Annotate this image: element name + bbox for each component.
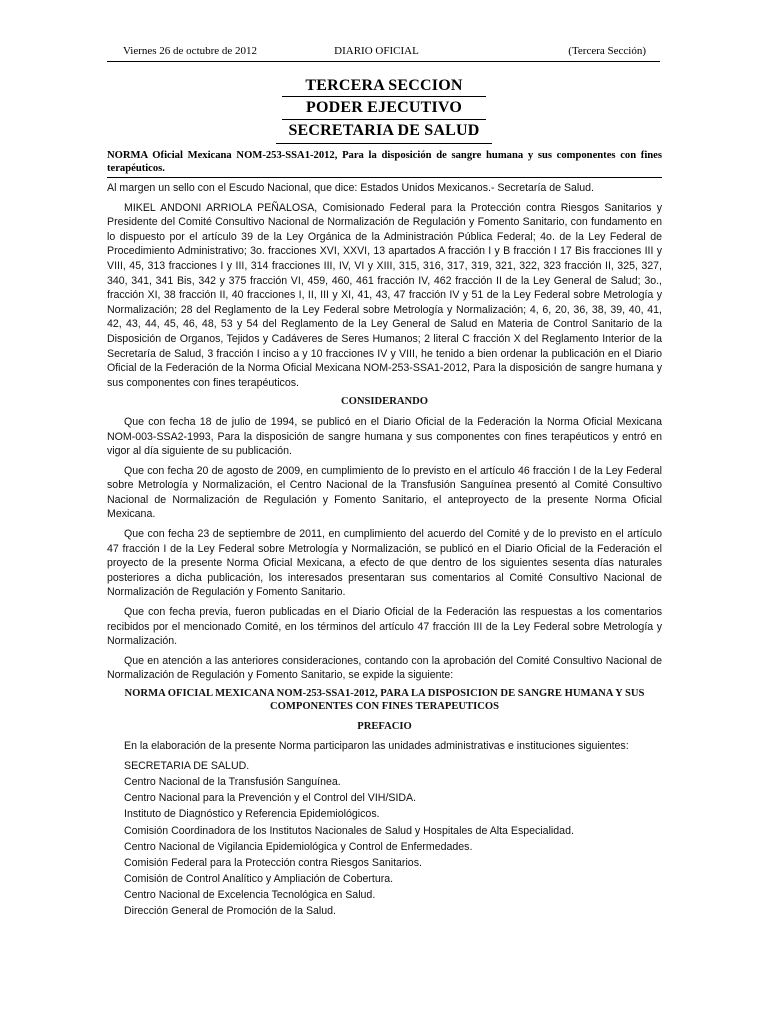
branch-heading: PODER EJECUTIVO: [305, 99, 463, 116]
considerando-paragraph: Que con fecha 20 de agosto de 2009, en cumplimiento de lo previsto en el artículo 46 fracción I de la Ley Federal sobre Metrología y Normalización, el Centro Nacional de la Transfusión Sanguínea presentó al Comité Consultivo Nacional de Normalización de Regulación y Fomento Sanitario, el anteproyecto de la presente Norma Oficial Mexicana.: [107, 464, 662, 521]
prefacio-intro: En la elaboración de la presente Norma participaron las unidades administrativas e instituciones siguientes:: [124, 740, 629, 753]
considerando-heading: CONSIDERANDO: [340, 396, 429, 408]
heading-rule: [282, 96, 486, 97]
section-heading: TERCERA SECCION: [305, 77, 463, 94]
header-publication: DIARIO OFICIAL: [334, 45, 419, 57]
header-rule: [107, 61, 660, 62]
ministry-heading: SECRETARIA DE SALUD: [288, 122, 480, 139]
considerando-paragraph: Que en atención a las anteriores consideraciones, contando con la aprobación del Comité Consultivo Nacional de Normalización de Regulación y Fomento Sanitario, se expide la siguiente:: [107, 654, 662, 682]
heading-rule: [276, 143, 492, 144]
institution-list: [107, 759, 662, 919]
list-item: Dirección General de Promoción de la Salud.: [124, 905, 336, 918]
prefacio-heading: PREFACIO: [357, 720, 412, 732]
seal-text: Al margen un sello con el Escudo Nacional, que dice: Estados Unidos Mexicanos.- Secretaría de Salud.: [107, 182, 594, 194]
running-header: [107, 45, 646, 61]
list-item: Centro Nacional de la Transfusión Sanguínea.: [124, 775, 341, 788]
header-section: (Tercera Sección): [568, 45, 646, 57]
list-item: Centro Nacional de Excelencia Tecnológica en Salud.: [124, 889, 376, 902]
list-item: Comisión Federal para la Protección contra Riesgos Sanitarios.: [124, 856, 422, 869]
heading-rule: [282, 119, 486, 120]
list-item: Comisión Coordinadora de los Institutos Nacionales de Salud y Hospitales de Alta Especialidad.: [124, 824, 574, 837]
intro-paragraph: MIKEL ANDONI ARRIOLA PEÑALOSA, Comisionado Federal para la Protección contra Riesgos Sanitarios y Presidente del Comité Consultivo Nacional de Normalización de Regulación y Fomento Sanitario, con fundamento en lo dispuesto por el artículo 39 de la Ley Orgánica de la Administración Pública Federal; 4o. de la Ley Federal de Procedimiento Administrativo; 3o. fracciones XVI, XXVI, 13 apartados A fracción I y B fracción I 17 Bis fracciones III y VIII, 45, 313 fracciones I y III, 314 fracciones III, IV, VI y XIII, 315, 316, 317, 319, 321, 322, 323 fracción II, 325, 327, 340, 341, 341 Bis, 342 y 375 fracción VI, 459, 460, 461 fracción IV, 462 fracción II de la Ley General de Salud; 3o., fracción XI, 38 fracción II, 40 fracciones I, II, III y XI, 41, 43, 47 fracción IV y 51 de la Ley Federal sobre Metrología y Normalización; 28 del Reglamento de la Ley Federal sobre Metrología y Normalización; 4, 6, 20, 36, 38, 39, 40, 41, 42, 43, 44, 45, 46, 48, 53 y 54 del Reglamento de la Ley General de Salud en Materia de Control Sanitario de la Disposición de Organos, Tejidos y Cadáveres de Seres Humanos; 2 literal C fracción X del Reglamento Interior de la Secretaría de Salud, 3 fracción I inciso a y 10 fracciones IV y VIII, he tenido a bien ordenar la publicación en el Diario Oficial de la Federación de la Norma Oficial Mexicana NOM-253-SSA1-2012, Para la disposición de sangre humana y sus componentes con fines terapéuticos.: [107, 201, 662, 389]
list-item: Centro Nacional de Vigilancia Epidemiológica y Control de Enfermedades.: [124, 840, 473, 853]
document-body: [107, 181, 662, 921]
list-item: Centro Nacional para la Prevención y el Control del VIH/SIDA.: [124, 792, 417, 805]
norma-title: NORMA Oficial Mexicana NOM-253-SSA1-2012, Para la disposición de sangre humana y sus componentes con fines terapéuticos.: [107, 150, 662, 174]
considerando-paragraph: Que con fecha 18 de julio de 1994, se publicó en el Diario Oficial de la Federación la Norma Oficial Mexicana NOM-003-SSA2-1993, Para la disposición de sangre humana y sus componentes con fines terapéuticos y entró en vigor al día siguiente de su publicación.: [107, 415, 662, 458]
header-date: Viernes 26 de octubre de 2012: [123, 45, 258, 57]
list-item: SECRETARIA DE SALUD.: [124, 759, 250, 772]
list-item: Instituto de Diagnóstico y Referencia Epidemiológicos.: [124, 808, 380, 821]
norma-heading: NORMA OFICIAL MEXICANA NOM-253-SSA1-2012, PARA LA DISPOSICION DE SANGRE HUMANA Y SUS COMPONENTES CON FINES TERAPEUTICOS: [124, 688, 645, 712]
considerando-paragraph: Que con fecha previa, fueron publicadas en el Diario Oficial de la Federación las respuestas a los comentarios recibidos por el mencionado Comité, en los términos del artículo 47 fracción III de la Ley Federal sobre Metrología y Normalización.: [107, 606, 662, 648]
title-rule: [107, 177, 662, 178]
list-item: Comisión de Control Analítico y Ampliación de Cobertura.: [124, 873, 394, 886]
considerando-paragraph: Que con fecha 23 de septiembre de 2011, en cumplimiento del acuerdo del Comité y de lo previsto en el artículo 47 fracción I de la Ley Federal sobre Metrología y Normalización, se publicó en el Diario Oficial de la Federación el proyecto de la presente Norma Oficial Mexicana, a efecto de que dentro de los siguientes sesenta días naturales posteriores a dicha publicación, los interesados presentaran sus comentarios al Comité Consultivo Nacional de Normalización de Regulación y Fomento Sanitario.: [107, 528, 662, 599]
